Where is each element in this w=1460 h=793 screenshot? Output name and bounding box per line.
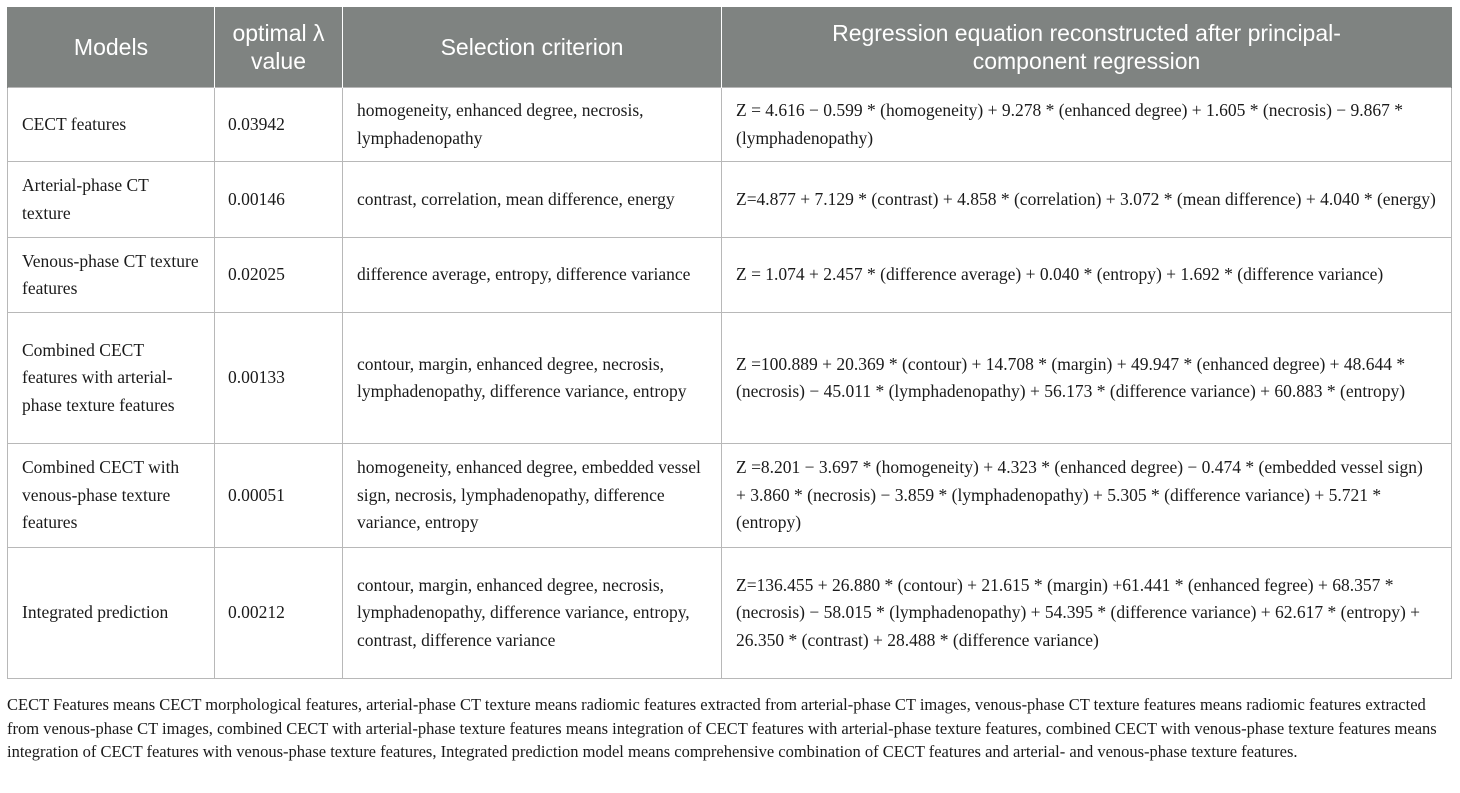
equation-cell: Z =100.889 + 20.369 * (contour) + 14.708 * (margin) + 49.947 * (enhanced degree) + 48.644 * (necrosis) − 45.011 * (lymphadenopathy) + 56.173 * (difference variance) + 60.883 * (entropy) <box>722 313 1452 444</box>
equation-cell: Z = 4.616 − 0.599 * (homogeneity) + 9.278 * (enhanced degree) + 1.605 * (necrosis) − 9.867 * (lymphadenopathy) <box>722 88 1452 162</box>
regression-table-container <box>7 7 1451 679</box>
lambda-cell: 0.00051 <box>215 444 343 548</box>
criterion-cell: contour, margin, enhanced degree, necrosis, lymphadenopathy, difference variance, entropy, contrast, difference variance <box>343 548 722 679</box>
model-cell: Arterial-phase CT texture <box>8 162 215 238</box>
lambda-cell: 0.02025 <box>215 238 343 313</box>
header-models: Models <box>8 7 215 88</box>
header-row <box>8 7 1452 88</box>
table-footnote: CECT Features means CECT morphological features, arterial-phase CT texture means radiomic features extracted from arterial-phase CT images, venous-phase CT texture features means radiomic features extracted from venous-phase CT images, combined CECT with arterial-phase texture features means integration of CECT features with arterial-phase texture features, combined CECT with venous-phase texture features means integration of CECT features with venous-phase texture features, Integrated prediction model means comprehensive combination of CECT features and arterial- and venous-phase texture features. <box>7 695 1437 761</box>
criterion-cell: homogeneity, enhanced degree, necrosis, lymphadenopathy <box>343 88 722 162</box>
table-row <box>8 238 1452 313</box>
lambda-cell: 0.00212 <box>215 548 343 679</box>
equation-cell: Z = 1.074 + 2.457 * (difference average) + 0.040 * (entropy) + 1.692 * (difference variance) <box>722 238 1452 313</box>
header-selection-criterion: Selection criterion <box>343 7 722 88</box>
header-optimal-lambda: optimal λ value <box>215 7 343 88</box>
lambda-cell: 0.03942 <box>215 88 343 162</box>
model-cell: Combined CECT features with arterial-phase texture features <box>8 313 215 444</box>
equation-cell: Z=136.455 + 26.880 * (contour) + 21.615 * (margin) +61.441 * (enhanced fegree) + 68.357 * (necrosis) − 58.015 * (lymphadenopathy) + 54.395 * (difference variance) + 62.617 * (entropy) + 26.350 * (contrast) + 28.488 * (difference variance) <box>722 548 1452 679</box>
table-row <box>8 548 1452 679</box>
criterion-cell: contrast, correlation, mean difference, energy <box>343 162 722 238</box>
table-header <box>8 7 1452 88</box>
table-body <box>8 88 1452 679</box>
table-row <box>8 88 1452 162</box>
regression-table <box>7 7 1452 679</box>
table-row <box>8 162 1452 238</box>
criterion-cell: contour, margin, enhanced degree, necrosis, lymphadenopathy, difference variance, entropy <box>343 313 722 444</box>
equation-cell: Z=4.877 + 7.129 * (contrast) + 4.858 * (correlation) + 3.072 * (mean difference) + 4.040 * (energy) <box>722 162 1452 238</box>
model-cell: Combined CECT with venous-phase texture features <box>8 444 215 548</box>
lambda-cell: 0.00146 <box>215 162 343 238</box>
header-regression-equation: Regression equation reconstructed after principal-component regression <box>722 7 1452 88</box>
model-cell: Venous-phase CT texture features <box>8 238 215 313</box>
lambda-cell: 0.00133 <box>215 313 343 444</box>
criterion-cell: difference average, entropy, difference variance <box>343 238 722 313</box>
table-row <box>8 313 1452 444</box>
model-cell: CECT features <box>8 88 215 162</box>
criterion-cell: homogeneity, enhanced degree, embedded vessel sign, necrosis, lymphadenopathy, difference variance, entropy <box>343 444 722 548</box>
table-row <box>8 444 1452 548</box>
model-cell: Integrated prediction <box>8 548 215 679</box>
equation-cell: Z =8.201 − 3.697 * (homogeneity) + 4.323 * (enhanced degree) − 0.474 * (embedded vessel sign) + 3.860 * (necrosis) − 3.859 * (lymphadenopathy) + 5.305 * (difference variance) + 5.721 * (entropy) <box>722 444 1452 548</box>
